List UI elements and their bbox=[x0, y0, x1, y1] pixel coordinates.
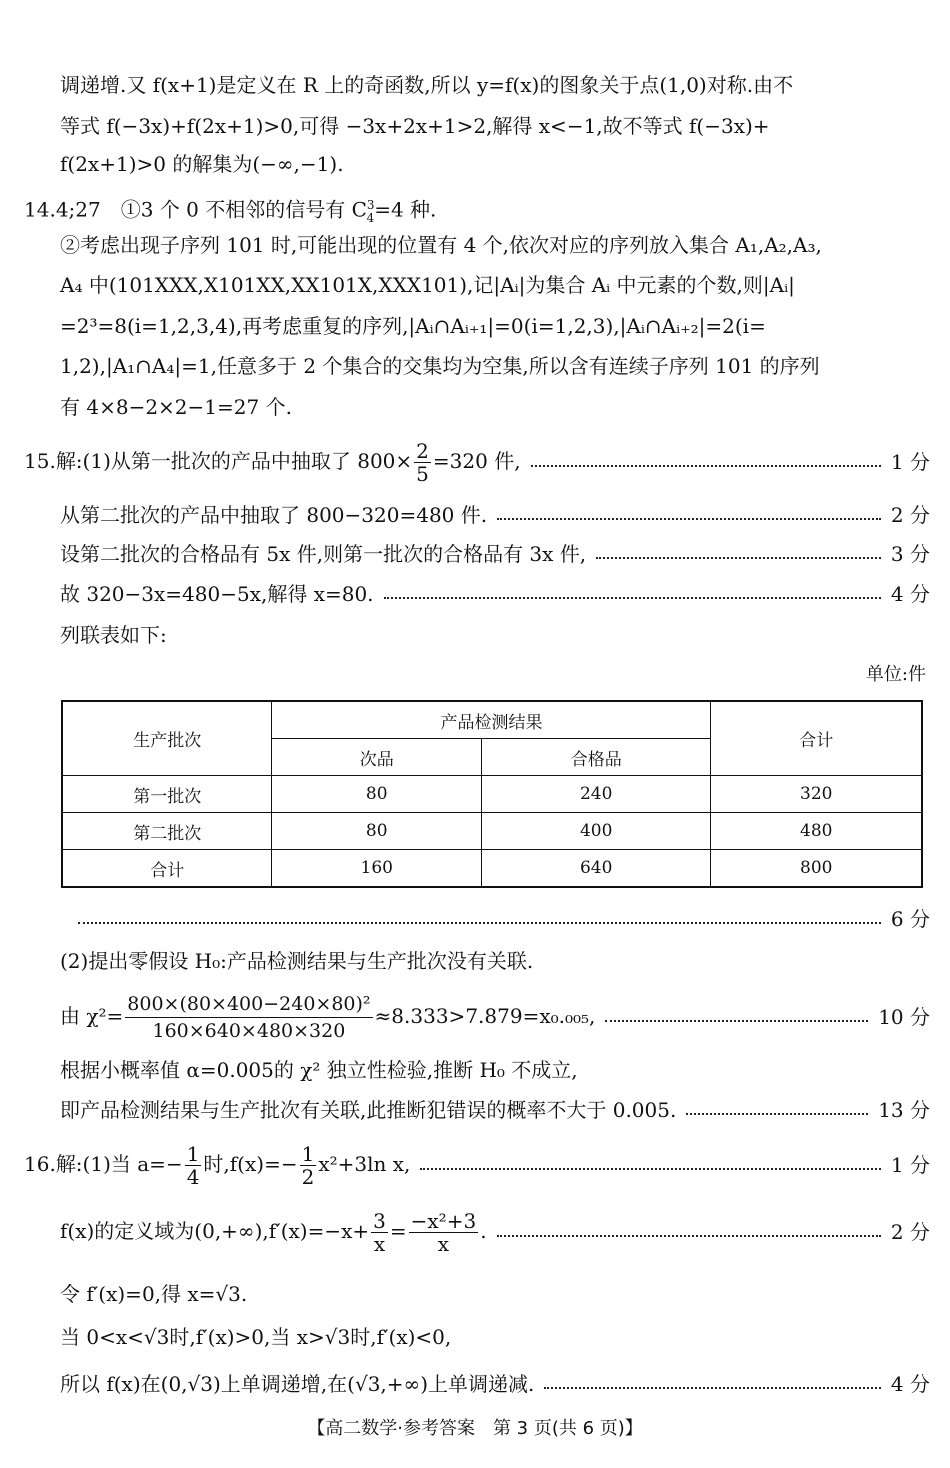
score-leader bbox=[605, 1020, 868, 1022]
total-header: 合计 bbox=[711, 701, 922, 776]
score-points: 10 分 bbox=[878, 1005, 930, 1029]
q15-line-final: 即产品检测结果与生产批次有关联,此推断犯错误的概率不大于 0.005. 13 分 bbox=[60, 1095, 930, 1125]
text-line: ②考虑出现子序列 101 时,可能出现的位置有 4 个,依次对应的序列放入集合 A₁,A₂,A₃, bbox=[60, 233, 822, 257]
col-header: 次品 bbox=[272, 739, 482, 776]
text-line: 列联表如下: bbox=[60, 623, 167, 647]
contingency-table bbox=[61, 700, 923, 888]
table-row bbox=[62, 776, 922, 813]
text-line: 调递增.又 f(x+1)是定义在 R 上的奇函数,所以 y=f(x)的图象关于点(1,0)对称.由不 bbox=[60, 73, 794, 97]
fraction: $\frac{1}{4}$ bbox=[186, 1141, 200, 1189]
cell: 480 bbox=[711, 813, 922, 850]
q15-line-4: 故 320−3x=480−5x,解得 x=80. 4 分 bbox=[60, 579, 930, 609]
score-leader bbox=[384, 597, 881, 599]
group-header: 产品检测结果 bbox=[272, 701, 711, 739]
fraction: $\frac{\text{800×(80×400−240×80)²}}{160\times 640\times 480\times 320}$ bbox=[127, 992, 371, 1042]
score-leader bbox=[531, 465, 881, 467]
q16-line-1: 16.解:(1)当 a=− $\frac{1}{4}$ 时,f(x)=− $\frac{1}{2}$ x²+3ln x, 1 分 bbox=[24, 1141, 930, 1189]
cell: 240 bbox=[481, 776, 710, 813]
score-points: 4 分 bbox=[890, 582, 930, 606]
cell: 80 bbox=[272, 776, 482, 813]
question-number: 16. bbox=[24, 1151, 56, 1176]
q15-l1-pre: 解:(1)从第一批次的产品中抽取了 800× bbox=[55, 448, 413, 473]
table-row bbox=[62, 850, 922, 888]
row-header: 生产批次 bbox=[62, 701, 272, 776]
q14-answer-line bbox=[24, 190, 930, 233]
score-points: 1 分 bbox=[890, 1153, 930, 1177]
q14-answer: 4;27 bbox=[55, 197, 101, 222]
chi-pre: 由 χ²= bbox=[60, 1003, 124, 1028]
text-line: 当 0<x<√3时,f′(x)>0,当 x>√3时,f′(x)<0, bbox=[60, 1325, 452, 1349]
text-line: (2)提出零假设 H₀:产品检测结果与生产批次没有关联. bbox=[60, 949, 534, 973]
q15-line-3: 设第二批次的合格品有 5x 件,则第一批次的合格品有 3x 件, 3 分 bbox=[60, 539, 930, 569]
q15-l1-post: =320 件, bbox=[432, 448, 521, 473]
score-leader bbox=[497, 518, 881, 520]
combination-sub: 4 bbox=[366, 210, 375, 225]
score-leader bbox=[420, 1168, 881, 1170]
cell: 160 bbox=[272, 850, 482, 888]
fraction: $\frac{2}{5}$ bbox=[416, 438, 429, 486]
unit-label: 单位:件 bbox=[865, 664, 926, 685]
row-label: 第一批次 bbox=[62, 776, 272, 813]
cell: 800 bbox=[711, 850, 922, 888]
chi-post: ≈8.333>7.879=x₀.₀₀₅, bbox=[374, 1003, 596, 1028]
score-points: 6 分 bbox=[890, 907, 930, 931]
question-number: 14. bbox=[24, 197, 56, 222]
q16-line-2: f(x)的定义域为(0,+∞),f′(x)=−x+ $\frac{3}{x}$ = $\frac{\text{−x²+3}}{x}$ . 2 分 bbox=[60, 1208, 930, 1256]
cell: 80 bbox=[272, 813, 482, 850]
cell: 640 bbox=[481, 850, 710, 888]
score-leader bbox=[497, 1235, 881, 1237]
text-line: A₄ 中(101XXX,X101XX,XX101X,XXX101),记|Aᵢ|为集合 Aᵢ 中元素的个数,则|Aᵢ| bbox=[60, 273, 795, 297]
text-line: 等式 f(−3x)+f(2x+1)>0,可得 −3x+2x+1>2,解得 x<−1,故不等式 f(−3x)+ bbox=[60, 114, 770, 138]
score-leader bbox=[686, 1113, 868, 1115]
q15-line-2: 从第二批次的产品中抽取了 800−320=480 件. 2 分 bbox=[60, 500, 930, 530]
table-row bbox=[62, 813, 922, 850]
chi-square-line bbox=[60, 988, 930, 1046]
row-label: 合计 bbox=[62, 850, 272, 888]
text-line: f(2x+1)>0 的解集为(−∞,−1). bbox=[60, 152, 344, 176]
score-leader bbox=[596, 557, 881, 559]
q15-line-1 bbox=[24, 440, 930, 484]
cell: 400 bbox=[481, 813, 710, 850]
score-points: 1 分 bbox=[890, 450, 930, 474]
col-header: 合格品 bbox=[481, 739, 710, 776]
score-points: 13 分 bbox=[878, 1098, 930, 1122]
cell: 320 bbox=[711, 776, 922, 813]
q14-part1-end: =4 种. bbox=[374, 197, 437, 222]
score-points: 3 分 bbox=[890, 542, 930, 566]
score-points: 4 分 bbox=[890, 1372, 930, 1396]
score-points: 2 分 bbox=[890, 503, 930, 527]
q16-line-5: 所以 f(x)在(0,√3)上单调递增,在(√3,+∞)上单调递减. 4 分 bbox=[60, 1369, 930, 1399]
fraction: $\frac{1}{2}$ bbox=[301, 1141, 315, 1189]
page-footer: 【高二数学·参考答案 第 3 页(共 6 页)】 bbox=[307, 1418, 643, 1439]
row-label: 第二批次 bbox=[62, 813, 272, 850]
text-line: 1,2),|A₁∩A₄|=1,任意多于 2 个集合的交集均为空集,所以含有连续子序列 101 的序列 bbox=[60, 354, 820, 378]
text-line: 有 4×8−2×2−1=27 个. bbox=[60, 395, 292, 419]
text-line: 根据小概率值 α=0.005的 χ² 独立性检验,推断 H₀ 不成立, bbox=[60, 1058, 578, 1082]
text-line: =2³=8(i=1,2,3,4),再考虑重复的序列,|Aᵢ∩Aᵢ₊₁|=0(i=1,2,3),|Aᵢ∩Aᵢ₊₂|=2(i= bbox=[60, 314, 766, 338]
fraction: $\frac{3}{x}$ bbox=[373, 1208, 386, 1256]
question-number: 15. bbox=[24, 448, 56, 473]
fraction: $\frac{\text{−x²+3}}{x}$ bbox=[410, 1208, 477, 1256]
q14-part1: ①3 个 0 不相邻的信号有 C bbox=[120, 197, 367, 222]
score-leader bbox=[78, 922, 881, 924]
combination-sup: 3 bbox=[366, 198, 375, 212]
table-score-line bbox=[78, 904, 930, 934]
text-line: 令 f′(x)=0,得 x=√3. bbox=[60, 1282, 248, 1306]
score-leader bbox=[544, 1387, 881, 1389]
score-points: 2 分 bbox=[890, 1220, 930, 1244]
